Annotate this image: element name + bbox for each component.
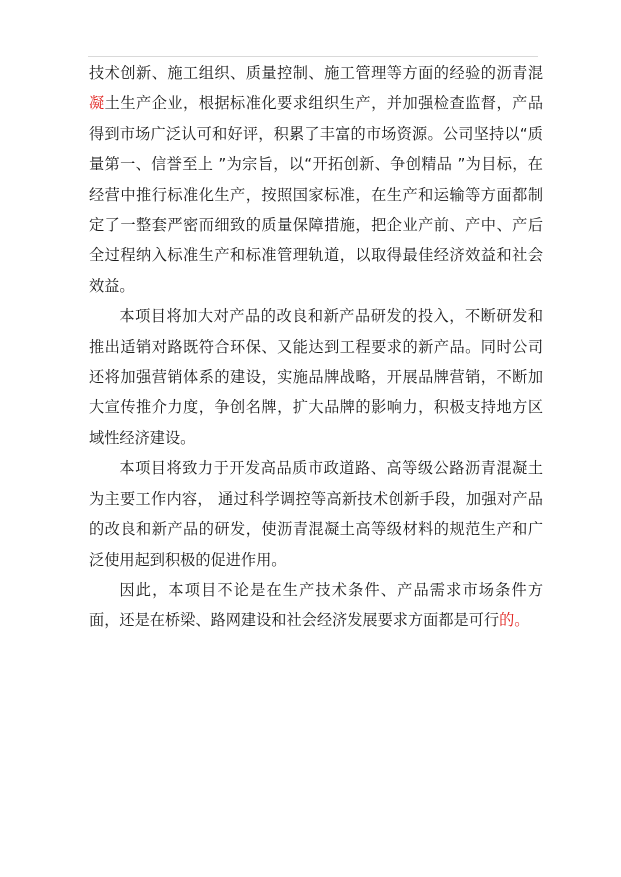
text-segment: 因此，本项目不论是在生产技术条件、产品需求市场条件方面，还是在桥梁、路网建设和社会经济发展要求方面都是可行: [89, 580, 543, 630]
header-rule: [88, 56, 538, 57]
text-segment: 技术创新、施工组织、质量控制、施工管理等方面的经验的沥青混: [89, 64, 543, 82]
body-text: [89, 58, 543, 636]
highlighted-text: 凝: [89, 94, 105, 113]
paragraph-conclusion: [89, 575, 543, 636]
paragraph-product-development: [89, 301, 543, 453]
text-segment: 本项目将致力于开发高品质市政道路、高等级公路沥青混凝土为主要工作内容， 通过科学调控等高新技术创新手段，加强对产品的改良和新产品的研发，使沥青混凝土高等级材料的规范生产和广泛使用起到积极的促进作用。: [89, 459, 543, 569]
text-segment: 本项目将加大对产品的改良和新产品研发的投入，不断研发和推出适销对路既符合环保、又能达到工程要求的新产品。同时公司还将加强营销体系的建设，实施品牌战略，开展品牌营销，不断加大宣传推介力度，争创名牌，扩大品牌的影响力，积极支持地方区域性经济建设。: [89, 307, 543, 447]
text-segment: 土生产企业，根据标准化要求组织生产，并加强检查监督，产品得到市场广泛认可和好评，积累了丰富的市场资源。公司坚持以“质量第一、信誉至上 ”为宗旨，以“开拓创新、争创精品 ”为目标，在经营中推行标准化生产，按照国家标准，在生产和运输等方面都制定了一整套严密而细致的质量保障措施，把企业产前、产中、产后全过程纳入标准生产和标准管理轨道，以取得最佳经济效益和社会效益。: [89, 94, 543, 295]
highlighted-text: 的。: [499, 611, 530, 630]
paragraph-project-focus: [89, 453, 543, 575]
paragraph-intro: [89, 58, 543, 301]
